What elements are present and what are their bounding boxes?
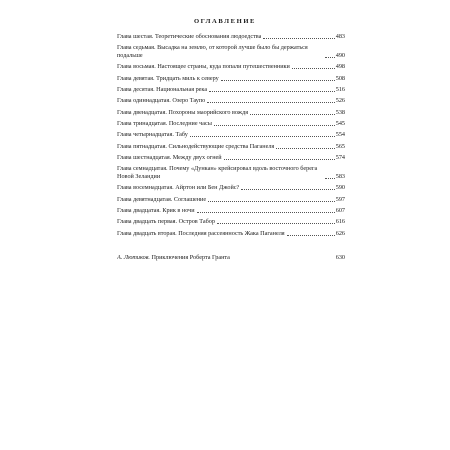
toc-entry-page: 590 bbox=[335, 184, 345, 192]
toc-entry bbox=[117, 86, 345, 94]
toc-entry-page: 583 bbox=[335, 172, 345, 180]
toc-entry bbox=[117, 75, 345, 83]
toc-entry-title: Глава тринадцатая. Последние часы bbox=[117, 120, 212, 127]
toc-entry-page: 607 bbox=[335, 207, 345, 214]
afterword-title: Приключения Роберта Гранта bbox=[151, 254, 230, 262]
toc-entry bbox=[117, 154, 345, 162]
toc-entry bbox=[117, 109, 345, 117]
toc-entry-page: 516 bbox=[335, 85, 345, 93]
afterword-page: 630 bbox=[335, 254, 345, 262]
toc-entry-title: Глава семнадцатая. Почему «Дункан» крейсировал вдоль восточного берега Новой Зеландии bbox=[117, 165, 318, 180]
dot-leader bbox=[209, 90, 335, 92]
toc-entry-title: Глава восемнадцатая. Айртон или Бен Джойс? bbox=[117, 184, 240, 192]
toc-entry-page: 545 bbox=[335, 120, 345, 127]
toc-entry bbox=[117, 184, 345, 192]
toc-entry-page: 498 bbox=[335, 63, 345, 71]
toc-entry bbox=[117, 230, 345, 238]
toc-entry-title: Глава одиннадцатая. Озеро Таупо bbox=[117, 97, 206, 105]
toc-entry bbox=[117, 196, 345, 204]
toc-entry bbox=[117, 33, 345, 41]
toc-entry bbox=[117, 207, 345, 215]
toc-entry-page: 490 bbox=[335, 51, 345, 59]
toc-entry-title: Глава седьмая. Высадка на землю, от которой лучше было бы держаться подальше bbox=[117, 44, 308, 59]
toc-entry-title: Глава двенадцатая. Похороны маорийского вождя bbox=[117, 108, 249, 116]
toc-entry-page: 538 bbox=[335, 108, 345, 116]
toc-entry-page: 508 bbox=[335, 74, 345, 82]
toc-entry bbox=[117, 143, 345, 151]
toc-entry-page: 616 bbox=[335, 218, 345, 226]
toc-entry bbox=[117, 218, 345, 226]
toc-entry-title: Глава шестнадцатая. Между двух огней bbox=[117, 154, 222, 162]
toc-entry-page: 554 bbox=[335, 131, 345, 139]
dot-leader bbox=[287, 234, 335, 236]
dot-leader bbox=[241, 188, 334, 190]
dot-leader bbox=[197, 211, 335, 213]
table-of-contents bbox=[117, 33, 345, 265]
toc-entry bbox=[117, 63, 345, 71]
toc-entry bbox=[117, 97, 345, 105]
toc-entry-title: Глава двадцать первая. Остров Табор bbox=[117, 218, 215, 226]
dot-leader bbox=[276, 147, 334, 149]
dot-leader bbox=[325, 177, 335, 179]
dot-leader bbox=[190, 135, 335, 137]
toc-entry-page: 526 bbox=[335, 97, 345, 105]
dot-leader bbox=[208, 200, 335, 202]
toc-entry bbox=[117, 44, 345, 59]
dot-leader bbox=[292, 67, 335, 69]
toc-entry-title: Глава двадцатая. Крик в ночи bbox=[117, 207, 195, 214]
toc-entry bbox=[117, 165, 345, 180]
dot-leader bbox=[221, 79, 335, 81]
dot-leader bbox=[263, 37, 334, 39]
afterword-author: А. Лютиков. bbox=[117, 254, 150, 262]
toc-entry-page: 597 bbox=[335, 195, 345, 203]
toc-entry-title: Глава девятнадцатая. Соглашение bbox=[117, 195, 207, 203]
toc-entry-title: Глава десятая. Национальная река bbox=[117, 85, 208, 93]
page-heading: ОГЛАВЛЕНИЕ bbox=[193, 18, 257, 25]
toc-entry-page: 626 bbox=[335, 229, 345, 237]
toc-entry-title: Глава девятая. Тридцать миль к северу bbox=[117, 74, 219, 82]
toc-entry-title: Глава пятнадцатая. Сильнодействующие средства Паганеля bbox=[117, 142, 275, 150]
section-gap bbox=[117, 241, 345, 254]
toc-entry bbox=[117, 131, 345, 139]
toc-entry-page: 483 bbox=[335, 33, 345, 40]
dot-leader bbox=[325, 56, 335, 58]
dot-leader bbox=[217, 222, 335, 224]
dot-leader bbox=[250, 113, 335, 115]
toc-entry-page: 565 bbox=[335, 142, 345, 150]
toc-entry-title: Глава шестая. Теоретические обоснования людоедства bbox=[117, 33, 262, 40]
spacer bbox=[232, 259, 335, 260]
afterword-title-line bbox=[117, 254, 230, 262]
toc-entry-afterword bbox=[117, 254, 345, 262]
toc-entry bbox=[117, 120, 345, 128]
dot-leader bbox=[224, 158, 335, 160]
toc-entry-title: Глава четырнадцатая. Табу bbox=[117, 131, 188, 139]
toc-entry-page: 574 bbox=[335, 154, 345, 162]
dot-leader bbox=[214, 124, 335, 126]
toc-entry-title: Глава восьмая. Настоящее страны, куда попали путешественники bbox=[117, 63, 290, 71]
dot-leader bbox=[207, 101, 334, 103]
toc-entry-title: Глава двадцать вторая. Последняя рассеянность Жака Паганеля bbox=[117, 229, 285, 237]
